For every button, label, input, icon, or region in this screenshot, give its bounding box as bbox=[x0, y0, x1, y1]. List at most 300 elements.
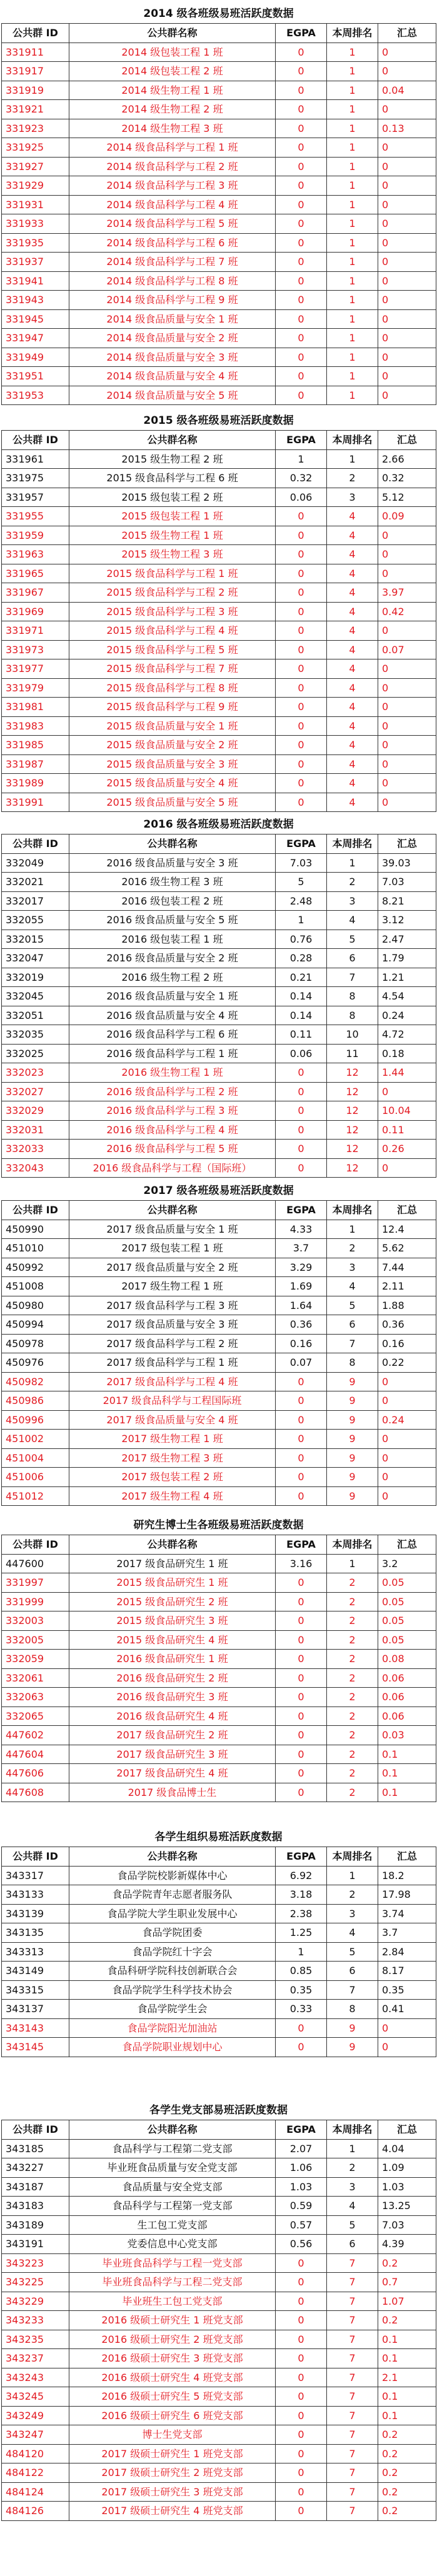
cell-group-name: 毕业班食品质量与安全党支部 bbox=[69, 2158, 276, 2178]
cell-group-name: 2016 级食品质量与安全 2 班 bbox=[69, 949, 276, 968]
table-row bbox=[2, 1315, 436, 1335]
cell-total: 0 bbox=[378, 62, 436, 81]
cell-group-name: 2014 级食品科学与工程 3 班 bbox=[69, 176, 276, 196]
table-row bbox=[2, 987, 436, 1006]
cell-total: 0 bbox=[378, 43, 436, 62]
cell-weekly-rank: 12 bbox=[327, 1101, 378, 1121]
cell-egpa: 0 bbox=[276, 195, 327, 214]
cell-weekly-rank: 7 bbox=[327, 2253, 378, 2273]
cell-total: 0 bbox=[378, 2018, 436, 2038]
cell-weekly-rank: 4 bbox=[327, 526, 378, 545]
cell-group-id: 343185 bbox=[2, 2139, 69, 2158]
table-row bbox=[2, 157, 436, 176]
table-row bbox=[2, 2406, 436, 2425]
table-row bbox=[2, 2000, 436, 2019]
header-egpa: EGPA bbox=[276, 834, 327, 854]
cell-weekly-rank: 2 bbox=[327, 1706, 378, 1726]
cell-weekly-rank: 8 bbox=[327, 1006, 378, 1025]
cell-total: 0.05 bbox=[378, 1611, 436, 1631]
header-group-id: 公共群 ID bbox=[2, 834, 69, 854]
cell-group-id: 343249 bbox=[2, 2406, 69, 2425]
cell-group-id: 332015 bbox=[2, 930, 69, 949]
table-row bbox=[2, 1783, 436, 1802]
table-row bbox=[2, 754, 436, 774]
table-row bbox=[2, 2349, 436, 2368]
cell-egpa: 0 bbox=[276, 678, 327, 698]
cell-total: 2.66 bbox=[378, 449, 436, 469]
cell-total: 0 bbox=[378, 214, 436, 234]
cell-group-id: 332055 bbox=[2, 911, 69, 930]
cell-weekly-rank: 7 bbox=[327, 2368, 378, 2387]
cell-weekly-rank: 1 bbox=[327, 214, 378, 234]
table-row bbox=[2, 1706, 436, 1726]
cell-egpa: 1 bbox=[276, 1942, 327, 1962]
cell-egpa: 1.25 bbox=[276, 1923, 327, 1943]
cell-group-name: 食品科学与工程第二党支部 bbox=[69, 2139, 276, 2158]
cell-group-id: 343139 bbox=[2, 1904, 69, 1923]
cell-group-id: 331917 bbox=[2, 62, 69, 81]
table-row bbox=[2, 2177, 436, 2197]
cell-group-id: 331973 bbox=[2, 640, 69, 659]
table-row bbox=[2, 1611, 436, 1631]
cell-weekly-rank: 7 bbox=[327, 1334, 378, 1353]
cell-weekly-rank: 4 bbox=[327, 659, 378, 679]
table-row bbox=[2, 329, 436, 348]
cell-group-name: 2016 级包装工程 1 班 bbox=[69, 930, 276, 949]
table-row bbox=[2, 43, 436, 62]
cell-weekly-rank: 7 bbox=[327, 1980, 378, 2000]
cell-total: 13.25 bbox=[378, 2197, 436, 2216]
cell-egpa: 0.35 bbox=[276, 1980, 327, 2000]
cell-weekly-rank: 9 bbox=[327, 2018, 378, 2038]
cell-total: 2.47 bbox=[378, 930, 436, 949]
cell-total: 0 bbox=[378, 100, 436, 119]
cell-group-id: 332019 bbox=[2, 968, 69, 987]
cell-group-name: 2014 级食品科学与工程 6 班 bbox=[69, 233, 276, 253]
cell-group-id: 331941 bbox=[2, 271, 69, 291]
cell-group-id: 451002 bbox=[2, 1430, 69, 1449]
cell-egpa: 0 bbox=[276, 1140, 327, 1159]
table-row bbox=[2, 488, 436, 507]
table-row bbox=[2, 2139, 436, 2158]
cell-egpa: 0.14 bbox=[276, 1006, 327, 1025]
cell-total: 0.1 bbox=[378, 1783, 436, 1802]
cell-group-id: 332003 bbox=[2, 1611, 69, 1631]
cell-egpa: 4.33 bbox=[276, 1220, 327, 1239]
cell-total: 7.03 bbox=[378, 873, 436, 892]
cell-egpa: 0 bbox=[276, 1448, 327, 1468]
cell-weekly-rank: 4 bbox=[327, 736, 378, 755]
cell-group-id: 343135 bbox=[2, 1923, 69, 1943]
cell-group-name: 食品科学与工程第一党支部 bbox=[69, 2197, 276, 2216]
cell-egpa: 1.69 bbox=[276, 1277, 327, 1296]
cell-group-id: 331919 bbox=[2, 81, 69, 100]
cell-weekly-rank: 7 bbox=[327, 2330, 378, 2349]
cell-group-name: 2015 级食品科学与工程 3 班 bbox=[69, 602, 276, 621]
cell-weekly-rank: 1 bbox=[327, 449, 378, 469]
cell-egpa: 0 bbox=[276, 1706, 327, 1726]
section-title: 2014 级各班级易班活跃度数据 bbox=[143, 8, 294, 20]
cell-weekly-rank: 2 bbox=[327, 873, 378, 892]
header-total: 汇总 bbox=[378, 1847, 436, 1867]
cell-egpa: 0 bbox=[276, 176, 327, 196]
header-group-name: 公共群名称 bbox=[69, 431, 276, 450]
cell-weekly-rank: 4 bbox=[327, 545, 378, 564]
cell-weekly-rank: 1 bbox=[327, 386, 378, 405]
cell-total: 0.06 bbox=[378, 1706, 436, 1726]
cell-egpa: 0 bbox=[276, 1745, 327, 1764]
table-row bbox=[2, 602, 436, 621]
cell-egpa: 1.64 bbox=[276, 1296, 327, 1315]
table-row bbox=[2, 176, 436, 196]
cell-group-id: 450982 bbox=[2, 1372, 69, 1391]
table-row bbox=[2, 1688, 436, 1707]
table-row bbox=[2, 367, 436, 386]
cell-group-id: 343245 bbox=[2, 2387, 69, 2407]
cell-total: 0.1 bbox=[378, 2387, 436, 2407]
cell-weekly-rank: 3 bbox=[327, 1904, 378, 1923]
header-group-id: 公共群 ID bbox=[2, 1535, 69, 1555]
cell-weekly-rank: 1 bbox=[327, 329, 378, 348]
table-row bbox=[2, 1063, 436, 1083]
cell-group-name: 2017 级硕士研究生 1 班党支部 bbox=[69, 2444, 276, 2463]
cell-egpa: 0 bbox=[276, 602, 327, 621]
cell-total: 0.05 bbox=[378, 1630, 436, 1650]
table-row bbox=[2, 716, 436, 736]
cell-group-id: 331927 bbox=[2, 157, 69, 176]
cell-weekly-rank: 9 bbox=[327, 1391, 378, 1411]
cell-weekly-rank: 12 bbox=[327, 1063, 378, 1083]
table-row bbox=[2, 1668, 436, 1688]
cell-weekly-rank: 2 bbox=[327, 1630, 378, 1650]
cell-group-id: 450980 bbox=[2, 1296, 69, 1315]
cell-weekly-rank: 7 bbox=[327, 2444, 378, 2463]
table-row bbox=[2, 195, 436, 214]
cell-weekly-rank: 1 bbox=[327, 62, 378, 81]
cell-group-id: 484122 bbox=[2, 2463, 69, 2483]
cell-egpa: 0 bbox=[276, 214, 327, 234]
header-group-id: 公共群 ID bbox=[2, 24, 69, 43]
cell-weekly-rank: 9 bbox=[327, 1448, 378, 1468]
cell-group-id: 332033 bbox=[2, 1140, 69, 1159]
cell-group-id: 332027 bbox=[2, 1082, 69, 1101]
cell-total: 7.44 bbox=[378, 1258, 436, 1277]
cell-group-id: 332059 bbox=[2, 1650, 69, 1669]
cell-total: 0.2 bbox=[378, 2463, 436, 2483]
cell-group-id: 343189 bbox=[2, 2215, 69, 2235]
cell-weekly-rank: 1 bbox=[327, 157, 378, 176]
cell-group-name: 2017 级生物工程 4 班 bbox=[69, 1486, 276, 1506]
cell-group-name: 食品学院团委 bbox=[69, 1923, 276, 1943]
cell-total: 0 bbox=[378, 1391, 436, 1411]
table-row bbox=[2, 1764, 436, 1783]
cell-group-name: 2016 级食品科学与工程 4 班 bbox=[69, 1120, 276, 1140]
cell-total: 0 bbox=[378, 659, 436, 679]
cell-group-id: 343183 bbox=[2, 2197, 69, 2216]
cell-group-id: 331955 bbox=[2, 507, 69, 526]
cell-egpa: 0 bbox=[276, 2292, 327, 2311]
cell-total: 0 bbox=[378, 1430, 436, 1449]
cell-total: 0 bbox=[378, 176, 436, 196]
table-row bbox=[2, 1158, 436, 1178]
table-row bbox=[2, 1726, 436, 1745]
header-group-name: 公共群名称 bbox=[69, 1535, 276, 1555]
cell-group-id: 331971 bbox=[2, 621, 69, 641]
cell-group-name: 食品学院职业规划中心 bbox=[69, 2038, 276, 2057]
cell-group-name: 毕业班食品科学与工程一党支部 bbox=[69, 2253, 276, 2273]
section-2015 bbox=[1, 411, 436, 812]
cell-egpa: 0 bbox=[276, 2444, 327, 2463]
cell-egpa: 0.28 bbox=[276, 949, 327, 968]
cell-group-name: 2015 级食品科学与工程 7 班 bbox=[69, 659, 276, 679]
cell-group-id: 332017 bbox=[2, 891, 69, 911]
table-row bbox=[2, 1353, 436, 1373]
table-row bbox=[2, 62, 436, 81]
cell-egpa: 0.59 bbox=[276, 2197, 327, 2216]
cell-group-id: 331961 bbox=[2, 449, 69, 469]
cell-total: 0 bbox=[378, 253, 436, 272]
cell-total: 0.2 bbox=[378, 2502, 436, 2521]
cell-group-name: 2016 级食品质量与安全 3 班 bbox=[69, 853, 276, 873]
cell-egpa: 1.03 bbox=[276, 2177, 327, 2197]
cell-group-name: 食品学院青年志愿者服务队 bbox=[69, 1885, 276, 1905]
cell-total: 0.2 bbox=[378, 2253, 436, 2273]
cell-weekly-rank: 7 bbox=[327, 2349, 378, 2368]
cell-weekly-rank: 2 bbox=[327, 1611, 378, 1631]
cell-group-id: 447604 bbox=[2, 1745, 69, 1764]
cell-weekly-rank: 7 bbox=[327, 2292, 378, 2311]
cell-weekly-rank: 2 bbox=[327, 1745, 378, 1764]
cell-group-name: 食品学院学生科学技术协会 bbox=[69, 1980, 276, 2000]
cell-weekly-rank: 1 bbox=[327, 81, 378, 100]
cell-group-name: 2016 级食品科学与工程 2 班 bbox=[69, 1082, 276, 1101]
cell-weekly-rank: 3 bbox=[327, 488, 378, 507]
cell-group-name: 2016 级食品研究生 4 班 bbox=[69, 1706, 276, 1726]
cell-total: 4.54 bbox=[378, 987, 436, 1006]
cell-total: 8.21 bbox=[378, 891, 436, 911]
header-row bbox=[2, 1201, 436, 1220]
cell-total: 0 bbox=[378, 1372, 436, 1391]
cell-weekly-rank: 4 bbox=[327, 1277, 378, 1296]
cell-group-name: 2014 级食品质量与安全 2 班 bbox=[69, 329, 276, 348]
cell-egpa: 0.06 bbox=[276, 488, 327, 507]
cell-total: 10.04 bbox=[378, 1101, 436, 1121]
header-group-name: 公共群名称 bbox=[69, 24, 276, 43]
cell-group-name: 2017 级食品博士生 bbox=[69, 1783, 276, 1802]
cell-weekly-rank: 1 bbox=[327, 138, 378, 158]
table-row bbox=[2, 526, 436, 545]
cell-group-name: 2015 级食品质量与安全 5 班 bbox=[69, 793, 276, 812]
cell-total: 1.09 bbox=[378, 2158, 436, 2178]
cell-weekly-rank: 7 bbox=[327, 2273, 378, 2292]
header-egpa: EGPA bbox=[276, 1535, 327, 1555]
table-row bbox=[2, 100, 436, 119]
cell-total: 0.08 bbox=[378, 1650, 436, 1669]
cell-group-name: 食品学院校影新媒体中心 bbox=[69, 1866, 276, 1885]
cell-weekly-rank: 1 bbox=[327, 119, 378, 138]
cell-group-id: 331967 bbox=[2, 583, 69, 603]
table-row bbox=[2, 1923, 436, 1943]
cell-weekly-rank: 5 bbox=[327, 1942, 378, 1962]
cell-group-id: 331959 bbox=[2, 526, 69, 545]
cell-egpa: 5 bbox=[276, 873, 327, 892]
table-row bbox=[2, 640, 436, 659]
cell-total: 0.16 bbox=[378, 1334, 436, 1353]
cell-total: 0.1 bbox=[378, 2406, 436, 2425]
header-group-id: 公共群 ID bbox=[2, 1201, 69, 1220]
cell-group-id: 343187 bbox=[2, 2177, 69, 2197]
table-row bbox=[2, 1410, 436, 1430]
cell-total: 12.4 bbox=[378, 1220, 436, 1239]
header-row bbox=[2, 2120, 436, 2140]
cell-group-name: 2017 级生物工程 3 班 bbox=[69, 1448, 276, 1468]
cell-total: 0.36 bbox=[378, 1315, 436, 1335]
cell-egpa: 0.32 bbox=[276, 469, 327, 488]
cell-group-name: 2015 级食品科学与工程 5 班 bbox=[69, 640, 276, 659]
cell-total: 0.7 bbox=[378, 2273, 436, 2292]
cell-weekly-rank: 6 bbox=[327, 949, 378, 968]
table-row bbox=[2, 949, 436, 968]
cell-group-id: 331921 bbox=[2, 100, 69, 119]
cell-total: 0.2 bbox=[378, 2425, 436, 2445]
cell-group-name: 2016 级食品科学与工程 5 班 bbox=[69, 1140, 276, 1159]
cell-egpa: 7.03 bbox=[276, 853, 327, 873]
table-row bbox=[2, 2330, 436, 2349]
cell-group-id: 331975 bbox=[2, 469, 69, 488]
cell-weekly-rank: 4 bbox=[327, 640, 378, 659]
cell-group-id: 332047 bbox=[2, 949, 69, 968]
cell-total: 0 bbox=[378, 348, 436, 367]
table-row bbox=[2, 2197, 436, 2216]
cell-group-name: 2014 级生物工程 1 班 bbox=[69, 81, 276, 100]
cell-total: 3.12 bbox=[378, 911, 436, 930]
cell-weekly-rank: 3 bbox=[327, 891, 378, 911]
section-title: 各学生党支部易班活跃度数据 bbox=[149, 2104, 288, 2117]
cell-weekly-rank: 1 bbox=[327, 100, 378, 119]
table-row bbox=[2, 1630, 436, 1650]
cell-group-name: 2017 级硕士研究生 3 班党支部 bbox=[69, 2482, 276, 2502]
header-egpa: EGPA bbox=[276, 24, 327, 43]
cell-weekly-rank: 7 bbox=[327, 2387, 378, 2407]
cell-egpa: 0 bbox=[276, 736, 327, 755]
table-row bbox=[2, 348, 436, 367]
cell-weekly-rank: 2 bbox=[327, 1592, 378, 1611]
cell-group-id: 450986 bbox=[2, 1391, 69, 1411]
cell-group-id: 343191 bbox=[2, 2235, 69, 2254]
cell-group-id: 343313 bbox=[2, 1942, 69, 1962]
cell-total: 0.2 bbox=[378, 2482, 436, 2502]
cell-egpa: 0 bbox=[276, 386, 327, 405]
cell-group-name: 2017 级硕士研究生 2 班党支部 bbox=[69, 2463, 276, 2483]
cell-egpa: 0 bbox=[276, 583, 327, 603]
cell-weekly-rank: 7 bbox=[327, 2425, 378, 2445]
cell-egpa: 0 bbox=[276, 774, 327, 793]
table-row bbox=[2, 1885, 436, 1905]
table-row bbox=[2, 386, 436, 405]
cell-weekly-rank: 1 bbox=[327, 233, 378, 253]
cell-egpa: 6.92 bbox=[276, 1866, 327, 1885]
cell-egpa: 3.29 bbox=[276, 1258, 327, 1277]
cell-total: 1.21 bbox=[378, 968, 436, 987]
cell-weekly-rank: 5 bbox=[327, 930, 378, 949]
cell-egpa: 0 bbox=[276, 100, 327, 119]
cell-group-id: 484126 bbox=[2, 2502, 69, 2521]
cell-weekly-rank: 3 bbox=[327, 2177, 378, 2197]
cell-weekly-rank: 6 bbox=[327, 1315, 378, 1335]
section-title: 2017 级各班级易班活跃度数据 bbox=[143, 1185, 294, 1197]
cell-group-name: 2016 级硕士研究生 6 班党支部 bbox=[69, 2406, 276, 2425]
header-row bbox=[2, 24, 436, 43]
cell-total: 0 bbox=[378, 2038, 436, 2057]
cell-group-id: 343149 bbox=[2, 1962, 69, 1981]
cell-weekly-rank: 1 bbox=[327, 195, 378, 214]
cell-weekly-rank: 1 bbox=[327, 348, 378, 367]
cell-egpa: 0 bbox=[276, 233, 327, 253]
cell-group-id: 331963 bbox=[2, 545, 69, 564]
cell-egpa: 0 bbox=[276, 2273, 327, 2292]
cell-group-id: 343243 bbox=[2, 2368, 69, 2387]
cell-group-name: 食品学院阳光加油站 bbox=[69, 2018, 276, 2038]
cell-total: 0.1 bbox=[378, 1764, 436, 1783]
cell-group-id: 343225 bbox=[2, 2273, 69, 2292]
cell-total: 0.24 bbox=[378, 1006, 436, 1025]
cell-total: 0.06 bbox=[378, 1688, 436, 1707]
cell-weekly-rank: 9 bbox=[327, 1372, 378, 1391]
table-row bbox=[2, 1220, 436, 1239]
table-row bbox=[2, 507, 436, 526]
table-row bbox=[2, 968, 436, 987]
cell-group-name: 2017 级食品科学与工程 2 班 bbox=[69, 1334, 276, 1353]
cell-group-name: 2017 级食品质量与安全 2 班 bbox=[69, 1258, 276, 1277]
cell-egpa: 0 bbox=[276, 1611, 327, 1631]
table-row bbox=[2, 1025, 436, 1045]
cell-group-id: 447600 bbox=[2, 1554, 69, 1573]
table-row bbox=[2, 774, 436, 793]
table-row bbox=[2, 1006, 436, 1025]
cell-group-id: 332063 bbox=[2, 1688, 69, 1707]
cell-group-name: 2015 级食品质量与安全 2 班 bbox=[69, 736, 276, 755]
cell-egpa: 2.07 bbox=[276, 2139, 327, 2158]
cell-weekly-rank: 3 bbox=[327, 1258, 378, 1277]
cell-group-name: 2014 级食品科学与工程 9 班 bbox=[69, 291, 276, 310]
cell-group-id: 331977 bbox=[2, 659, 69, 679]
cell-egpa: 0 bbox=[276, 2406, 327, 2425]
table-row bbox=[2, 1239, 436, 1258]
cell-group-id: 331983 bbox=[2, 716, 69, 736]
cell-egpa: 0.57 bbox=[276, 2215, 327, 2235]
cell-group-name: 2015 级食品研究生 3 班 bbox=[69, 1611, 276, 1631]
cell-egpa: 2.48 bbox=[276, 891, 327, 911]
activity-table bbox=[1, 1200, 436, 1506]
section-title: 2015 级各班级易班活跃度数据 bbox=[143, 414, 294, 427]
cell-egpa: 0 bbox=[276, 1430, 327, 1449]
cell-group-name: 生工包工党支部 bbox=[69, 2215, 276, 2235]
table-row bbox=[2, 1592, 436, 1611]
cell-total: 0 bbox=[378, 621, 436, 641]
table-row bbox=[2, 1120, 436, 1140]
cell-group-name: 2016 级食品科学与工程（国际班） bbox=[69, 1158, 276, 1178]
cell-total: 0 bbox=[378, 271, 436, 291]
cell-group-id: 332031 bbox=[2, 1120, 69, 1140]
cell-group-id: 332035 bbox=[2, 1025, 69, 1045]
cell-group-id: 450992 bbox=[2, 1258, 69, 1277]
cell-weekly-rank: 7 bbox=[327, 2463, 378, 2483]
cell-weekly-rank: 4 bbox=[327, 698, 378, 717]
cell-egpa: 0 bbox=[276, 2368, 327, 2387]
cell-total: 0.13 bbox=[378, 119, 436, 138]
table-row bbox=[2, 214, 436, 234]
cell-group-name: 2016 级食品研究生 1 班 bbox=[69, 1650, 276, 1669]
